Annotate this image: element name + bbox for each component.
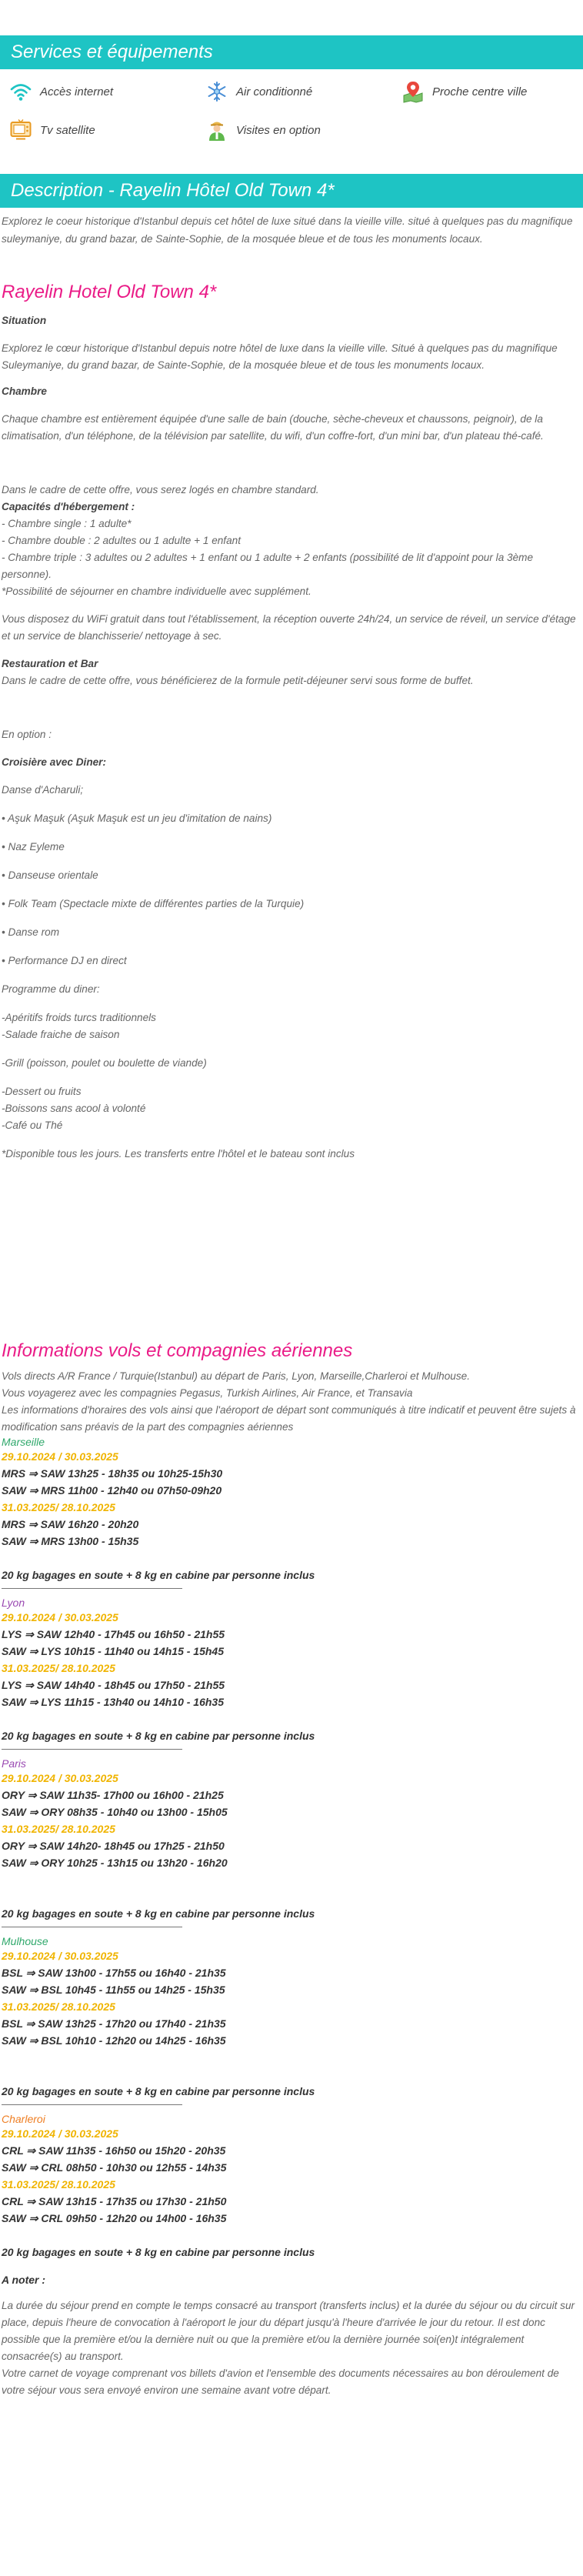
- menu-item: -Boissons sans acool à volonté: [2, 1103, 146, 1114]
- flight-line: SAW ⇒ ORY 10h25 - 13h15 ou 13h20 - 16h20: [2, 1857, 228, 1869]
- city-name: Marseille: [2, 1436, 45, 1448]
- flight-line: CRL ⇒ SAW 13h15 - 17h35 ou 17h30 - 21h50: [2, 2195, 227, 2207]
- period: 29.10.2024 / 30.03.2025: [2, 1772, 118, 1784]
- resto-label: Restauration et Bar: [2, 658, 98, 669]
- flight-line: LYS ⇒ SAW 12h40 - 17h45 ou 16h50 - 21h55: [2, 1628, 225, 1640]
- flight-line: ORY ⇒ SAW 11h35- 17h00 ou 16h00 - 21h25: [2, 1789, 224, 1801]
- period: 31.03.2025/ 28.10.2025: [2, 1662, 115, 1674]
- capacity-line: - Chambre double : 2 adultes ou 1 adulte + 1 enfant: [2, 535, 241, 546]
- situation-label: Situation: [2, 315, 47, 326]
- services-section: [0, 35, 583, 142]
- snowflake-icon: [205, 80, 228, 103]
- period: 31.03.2025/ 28.10.2025: [2, 1501, 115, 1513]
- danse-label: Danse d'Acharuli;: [2, 784, 84, 796]
- flight-line: BSL ⇒ SAW 13h00 - 17h55 ou 16h40 - 21h35: [2, 1967, 226, 1979]
- wifi-text: Vous disposez du WiFi gratuit dans tout l'établissement, la réception ouverte 24h/24, un service de réveil, un service d'étage et un service de blanchisserie/ nettoyage à sec.: [2, 613, 576, 642]
- menu-item: -Salade fraiche de saison: [2, 1029, 120, 1040]
- period: 31.03.2025/ 28.10.2025: [2, 2178, 115, 2191]
- hotel-name: Rayelin Hotel Old Town 4*: [2, 282, 217, 302]
- flight-line: ORY ⇒ SAW 14h20- 18h45 ou 17h25 - 21h50: [2, 1840, 225, 1852]
- flights-title: Informations vols et compagnies aériennes: [2, 1340, 353, 1361]
- flight-line: MRS ⇒ SAW 13h25 - 18h35 ou 10h25-15h30: [2, 1467, 223, 1480]
- menu-item: -Grill (poisson, poulet ou boulette de viande): [2, 1057, 207, 1069]
- option-label: En option :: [2, 729, 52, 740]
- service-optional-visits: Visites en option: [205, 118, 401, 142]
- city-block-marseille: [2, 1436, 581, 1589]
- description-title: Description - Rayelin Hôtel Old Town 4*: [0, 174, 583, 208]
- capacity-line: - Chambre triple : 3 adultes ou 2 adultes + 1 enfant ou 1 adulte + 2 enfants (possibilité de lit d'appoint pour la 3ème personne).: [2, 552, 534, 580]
- baggage-text: 20 kg bagages en soute + 8 kg en cabine par personne inclus: [2, 1730, 315, 1742]
- note-label: A noter :: [2, 2274, 46, 2286]
- flight-line: CRL ⇒ SAW 11h35 - 16h50 ou 15h20 - 20h35: [2, 2144, 226, 2157]
- baggage-text: 20 kg bagages en soute + 8 kg en cabine par personne inclus: [2, 2246, 315, 2258]
- capacity-label: Capacités d'hébergement :: [2, 501, 135, 512]
- city-name: Lyon: [2, 1597, 25, 1609]
- city-block-charleroi: [2, 2113, 581, 2261]
- offer-text: Dans le cadre de cette offre, vous serez logés en chambre standard.: [2, 484, 319, 496]
- flights-section: [0, 1340, 583, 2399]
- show-item: • Danse rom: [2, 926, 60, 938]
- dispo-text: *Disponible tous les jours. Les transferts entre l'hôtel et le bateau sont inclus: [2, 1148, 355, 1160]
- period: 29.10.2024 / 30.03.2025: [2, 2127, 118, 2140]
- baggage-text: 20 kg bagages en soute + 8 kg en cabine par personne inclus: [2, 1907, 315, 1920]
- service-satellite-tv: Tv satellite: [9, 118, 205, 142]
- city-block-paris: [2, 1757, 581, 1927]
- flight-line: SAW ⇒ MRS 11h00 - 12h40 ou 07h50-09h20: [2, 1484, 222, 1497]
- flight-line: LYS ⇒ SAW 14h40 - 18h45 ou 17h50 - 21h55: [2, 1679, 225, 1691]
- city-name: Paris: [2, 1757, 26, 1770]
- period: 29.10.2024 / 30.03.2025: [2, 1450, 118, 1463]
- flight-line: SAW ⇒ MRS 13h00 - 15h35: [2, 1535, 139, 1547]
- note-text: La durée du séjour prend en compte le temps consacré au transport (transferts inclus) et la durée du séjour ou du circuit sur place, depuis l'heure de convocation à l'aéroport le jour du départ jusqu'à l'heure d'arrivée le jour du retour. Il est donc possible que la première et/ou la dernière nuit ou que la première et/ou la dernière journée soi(en)t intégralement consacrée(s) au transport.: [2, 2300, 575, 2362]
- tour-guide-icon: [205, 118, 228, 142]
- note-text: Votre carnet de voyage comprenant vos billets d'avion et l'ensemble des documents nécessaires au bon déroulement de votre séjour vous sera envoyé environ une semaine avant votre départ.: [2, 2367, 559, 2396]
- wifi-icon: [9, 80, 32, 103]
- capacity-line: *Possibilité de séjourner en chambre individuelle avec supplément.: [2, 586, 311, 597]
- flight-line: SAW ⇒ ORY 08h35 - 10h40 ou 13h00 - 15h05: [2, 1806, 228, 1818]
- flight-line: SAW ⇒ BSL 10h45 - 11h55 ou 14h25 - 15h35: [2, 1984, 225, 1996]
- flights-intro-line: Vols directs A/R France / Turquie(Istanbul) au départ de Paris, Lyon, Marseille,Charleroi et Mulhouse.: [2, 1370, 470, 1382]
- resto-text: Dans le cadre de cette offre, vous bénéficierez de la formule petit-déjeuner servi sous forme de buffet.: [2, 675, 474, 686]
- map-pin-icon: [401, 80, 425, 103]
- flight-line: MRS ⇒ SAW 16h20 - 20h20: [2, 1518, 139, 1530]
- divider: [2, 1749, 182, 1750]
- baggage-text: 20 kg bagages en soute + 8 kg en cabine par personne inclus: [2, 2085, 315, 2097]
- description-intro: Explorez le coeur historique d'Istanbul depuis cet hôtel de luxe situé dans la vieille ville. situé à quelques pas du magnifique suleymaniye, du grand bazar, de Sainte-Sophie, de la mosquée bleue et de tous les monuments locaux.: [2, 215, 573, 245]
- flight-line: SAW ⇒ LYS 10h15 - 11h40 ou 14h15 - 15h45: [2, 1645, 224, 1657]
- tv-icon: [9, 118, 32, 142]
- show-item: • Performance DJ en direct: [2, 955, 127, 966]
- city-name: Mulhouse: [2, 1935, 48, 1947]
- city-block-mulhouse: [2, 1935, 581, 2105]
- flight-line: SAW ⇒ CRL 08h50 - 10h30 ou 12h55 - 14h35: [2, 2161, 227, 2174]
- flight-line: SAW ⇒ CRL 09h50 - 12h20 ou 14h00 - 16h35: [2, 2212, 227, 2224]
- period: 31.03.2025/ 28.10.2025: [2, 2000, 115, 2013]
- menu-item: -Apéritifs froids turcs traditionnels: [2, 1012, 156, 1023]
- programme-label: Programme du diner:: [2, 983, 100, 995]
- period: 29.10.2024 / 30.03.2025: [2, 1950, 118, 1962]
- service-air-conditioning: Air conditionné: [205, 80, 401, 103]
- capacity-line: - Chambre single : 1 adulte*: [2, 518, 132, 529]
- show-item: • Folk Team (Spectacle mixte de différentes parties de la Turquie): [2, 898, 305, 909]
- period: 29.10.2024 / 30.03.2025: [2, 1611, 118, 1623]
- baggage-text: 20 kg bagages en soute + 8 kg en cabine par personne inclus: [2, 1569, 315, 1581]
- chambre-text: Chaque chambre est entièrement équipée d'une salle de bain (douche, sèche-cheveux et chaussons, peignoir), de la climatisation, d'un téléphone, de la télévision par satellite, du wifi, d'un coffre-fort, d'un mini bar, d'un plateau thé-café.: [2, 413, 544, 442]
- menu-item: -Dessert ou fruits: [2, 1086, 82, 1097]
- hotel-section: [0, 282, 583, 1163]
- service-city-center: Proche centre ville: [401, 80, 583, 103]
- divider: [2, 1588, 182, 1589]
- description-section: [0, 174, 583, 248]
- city-name: Charleroi: [2, 2113, 45, 2125]
- flights-intro-line: Les informations d'horaires des vols ainsi que l'aéroport de départ sont communiqués à titre indicatif et peuvent être sujets à modification sans préavis de la part des compagnies aériennes: [2, 1404, 576, 1433]
- flight-line: SAW ⇒ BSL 10h10 - 12h20 ou 14h25 - 16h35: [2, 2034, 226, 2047]
- service-internet: Accès internet: [9, 80, 205, 103]
- divider: [2, 2104, 182, 2105]
- flights-intro-line: Vous voyagerez avec les compagnies Pegasus, Turkish Airlines, Air France, et Transavia: [2, 1387, 413, 1399]
- show-item: • Danseuse orientale: [2, 869, 98, 881]
- period: 31.03.2025/ 28.10.2025: [2, 1823, 115, 1835]
- situation-text: Explorez le cœur historique d'Istanbul depuis notre hôtel de luxe dans la vieille ville. Situé à quelques pas du magnifique Suleymaniye, du grand bazar, de Sainte-Sophie, de la mosquée bleue et de tous les monuments locaux.: [2, 342, 558, 371]
- flight-line: SAW ⇒ LYS 11h15 - 13h40 ou 14h10 - 16h35: [2, 1696, 224, 1708]
- services-title: Services et équipements: [0, 35, 583, 69]
- show-item: • Aşuk Maşuk (Aşuk Maşuk est un jeu d'imitation de nains): [2, 813, 272, 824]
- menu-item: -Café ou Thé: [2, 1119, 63, 1131]
- croisiere-label: Croisière avec Diner:: [2, 756, 107, 768]
- show-item: • Naz Eyleme: [2, 841, 65, 853]
- chambre-label: Chambre: [2, 385, 47, 397]
- city-block-lyon: [2, 1597, 581, 1750]
- flight-line: BSL ⇒ SAW 13h25 - 17h20 ou 17h40 - 21h35: [2, 2017, 226, 2030]
